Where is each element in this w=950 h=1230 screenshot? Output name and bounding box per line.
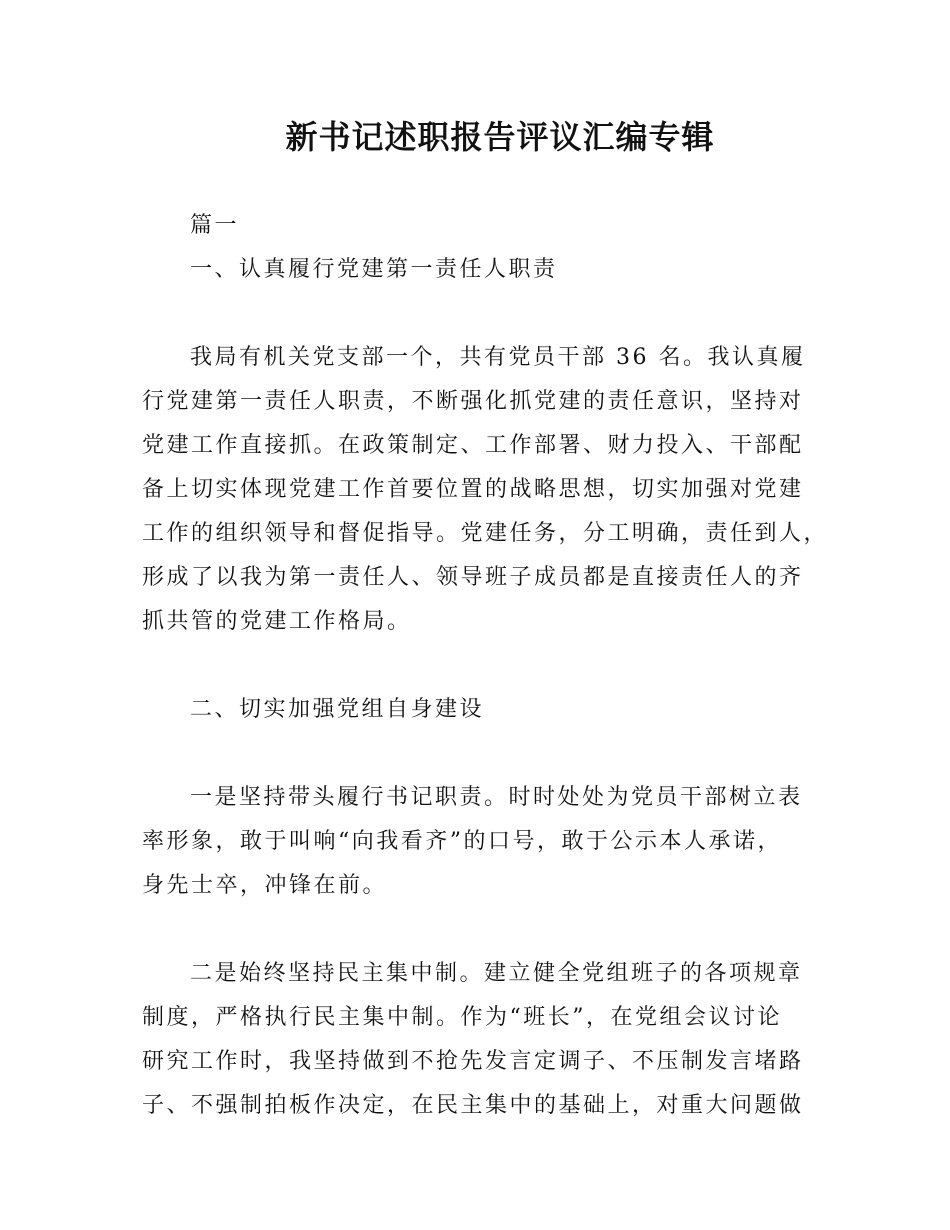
paragraph xyxy=(142,776,822,908)
paragraph xyxy=(142,336,829,644)
paragraph-line: 率形象，敢于叫响“向我看齐”的口号，敢于公示本人承诺， xyxy=(142,829,782,854)
paragraph-line: 我局有机关党支部一个，共有党员干部 36 名。我认真履 xyxy=(190,345,806,370)
paragraph-gap xyxy=(142,908,822,952)
paragraph xyxy=(142,952,822,1128)
paragraph-gap xyxy=(142,644,822,688)
paragraph-gap xyxy=(142,292,822,336)
document-title: 新书记述职报告评议汇编专辑 xyxy=(285,118,715,156)
section-heading: 一、认真履行党建第一责任人职责 xyxy=(190,257,558,282)
paragraph-line: 子、不强制拍板作决定，在民主集中的基础上，对重大问题做 xyxy=(142,1093,804,1118)
paragraph-gap xyxy=(142,732,822,776)
paragraph-line: 备上切实体现党建工作首要位置的战略思想，切实加强对党建 xyxy=(142,477,804,502)
document-body xyxy=(142,204,829,1128)
paragraph-line: 行党建第一责任人职责，不断强化抓党建的责任意识，坚持对 xyxy=(142,389,804,414)
chapter-label: 篇一 xyxy=(190,213,240,238)
paragraph-line: 身先士卒，冲锋在前。 xyxy=(142,873,388,898)
paragraph-line: 形成了以我为第一责任人、领导班子成员都是直接责任人的齐 xyxy=(142,565,804,590)
paragraph-line: 党建工作直接抓。在政策制定、工作部署、财力投入、干部配 xyxy=(142,433,804,458)
paragraph-line: 二是始终坚持民主集中制。建立健全党组班子的各项规章 xyxy=(190,961,803,986)
paragraph-line: 研究工作时，我坚持做到不抢先发言定调子、不压制发言堵路 xyxy=(142,1049,804,1074)
section-heading: 二、切实加强党组自身建设 xyxy=(190,697,485,722)
paragraph-line: 制度，严格执行民主集中制。作为“班长”，在党组会议讨论 xyxy=(142,1005,782,1030)
paragraph-line: 一是坚持带头履行书记职责。时时处处为党员干部树立表 xyxy=(190,785,803,810)
paragraph-line: 抓共管的党建工作格局。 xyxy=(142,609,412,634)
paragraph-line: 工作的组织领导和督促指导。党建任务，分工明确，责任到人， xyxy=(142,521,829,546)
